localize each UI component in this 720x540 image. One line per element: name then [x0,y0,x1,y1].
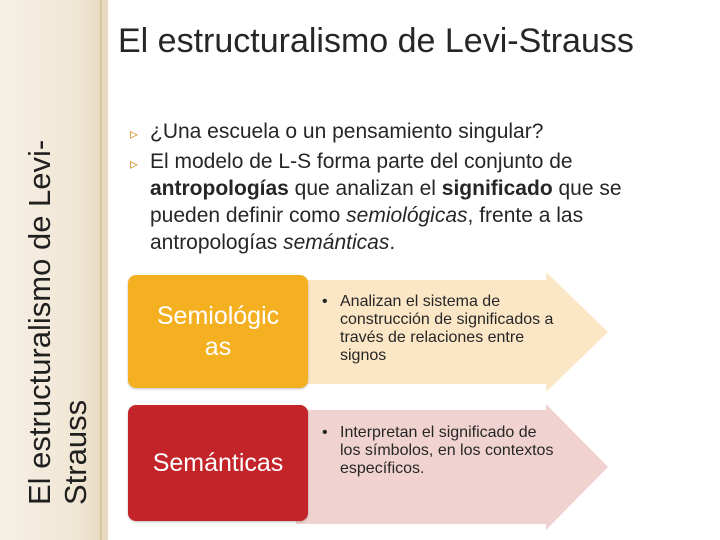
side-title: El estructuralismo de Levi-Strauss [22,139,93,505]
semiologicas-label-line2: as [204,332,232,361]
semanticas-description [318,424,558,478]
semanticas-label: Semánticas [152,448,284,477]
semiologicas-box [128,275,308,388]
slide-title: El estructuralismo de Levi-Strauss [118,22,634,60]
bullet-marker-icon: ▹ [130,126,139,143]
bullet-list [126,118,696,259]
bullet-item [126,148,696,256]
bullet-text: ¿Una escuela o un pensamiento singular? [150,120,544,143]
bullet-item [126,118,696,145]
bullet-text: que analizan el [288,177,442,200]
bullet-italic-term: semánticas [283,231,390,254]
semiologicas-description [318,293,558,365]
side-divider [100,0,102,540]
bullet-text: que se pueden definir como [150,177,622,227]
bullet-text: . [389,231,396,254]
bullet-text: , frente a las antropologías [150,204,584,254]
bullet-bold-term: antropologías [150,177,289,200]
bullet-text: El modelo de L-S forma parte del conjunto de [150,150,573,173]
bullet-marker-icon: ▹ [130,156,139,173]
bullet-bold-term: significado [441,177,553,200]
semanticas-box [128,405,308,521]
desc-item: • Analizan el sistema de construcción de significados a través de relaciones entre signos [318,293,558,365]
semiologicas-label-line1: Semiológic [156,301,280,330]
bullet-italic-term: semiológicas [346,204,468,227]
desc-item: • Interpretan el significado de los símbolos, en los contextos específicos. [318,424,558,478]
